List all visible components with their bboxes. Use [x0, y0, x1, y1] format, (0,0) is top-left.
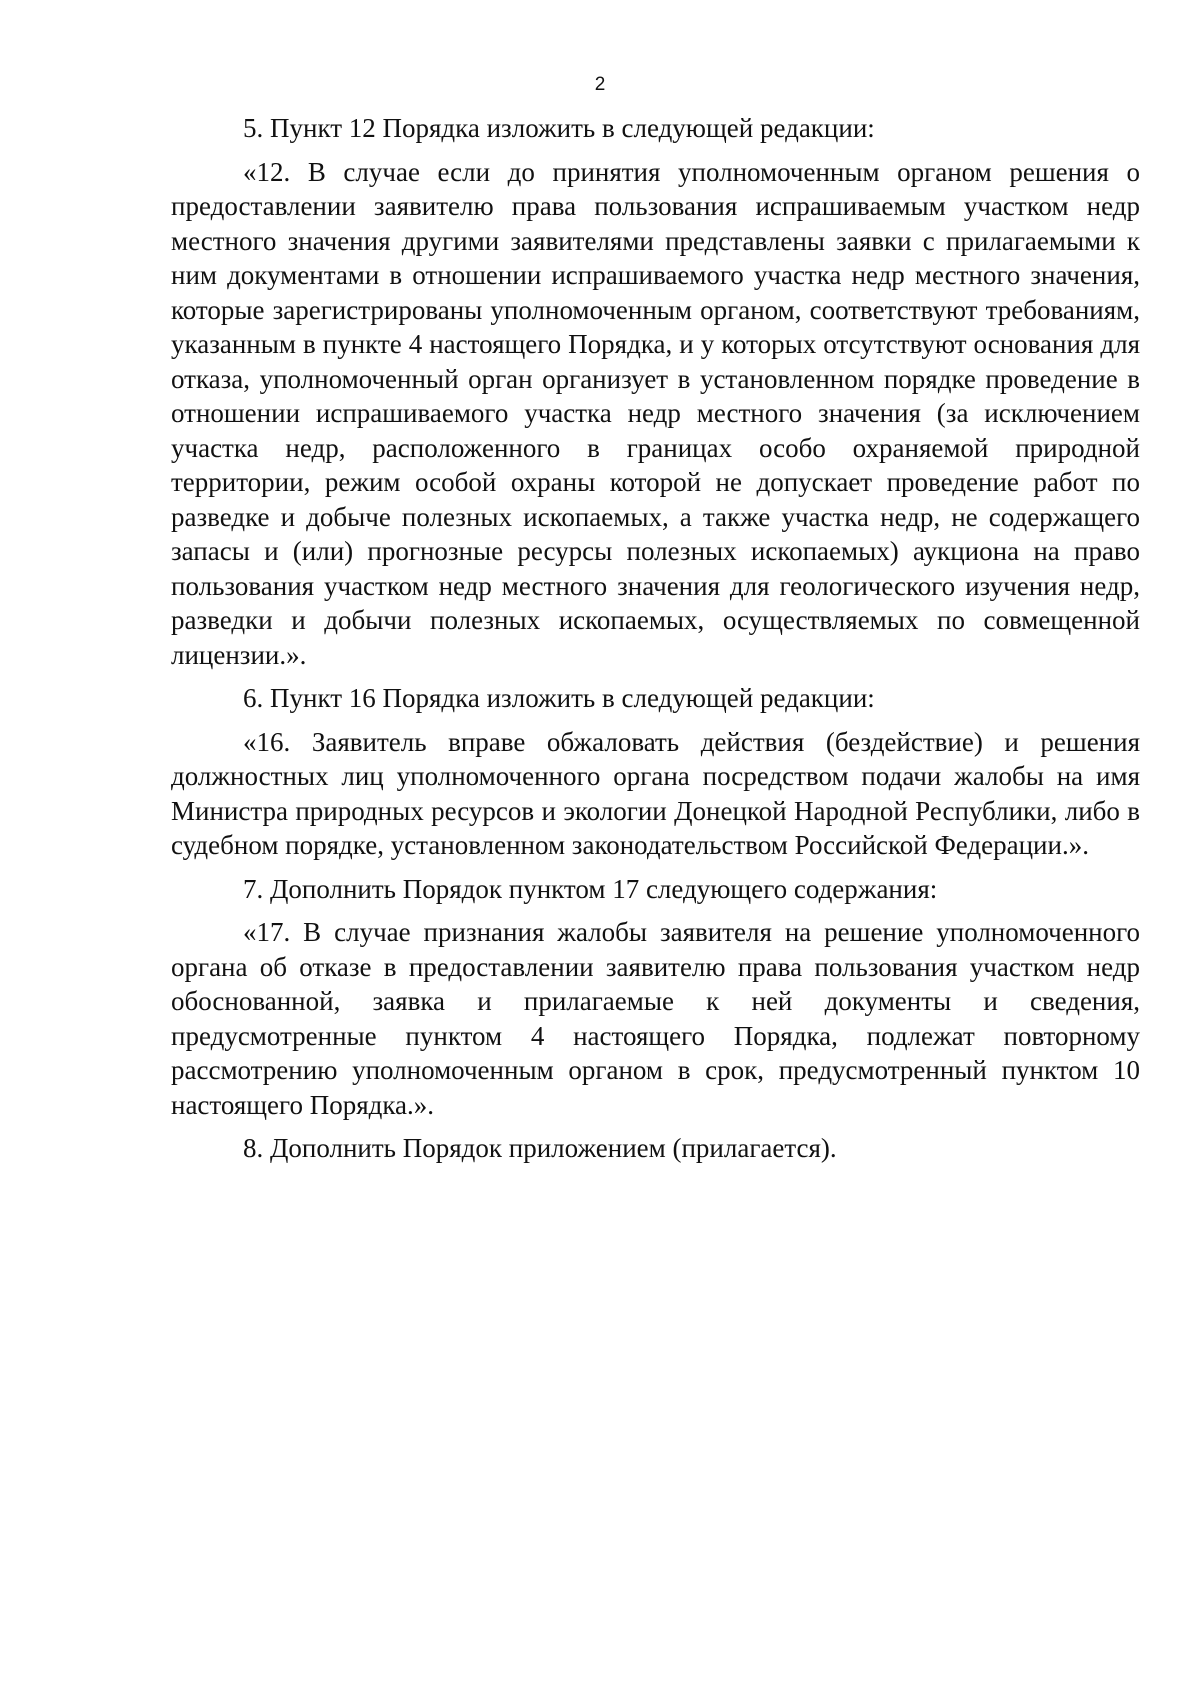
paragraph-item-8: 8. Дополнить Порядок приложением (прилагается).: [243, 1133, 837, 1163]
page-number: 2: [594, 74, 606, 95]
paragraph-clause-16: «16. Заявитель вправе обжаловать действия (бездействие) и решения должностных лиц уполномоченного органа посредством подачи жалобы на имя Министра природных ресурсов и экологии Донецкой Народной Республики, либо в судебном порядке, установленном законодательством Российской Федерации.».: [171, 726, 1140, 860]
paragraph-item-7: 7. Дополнить Порядок пунктом 17 следующего содержания:: [243, 873, 938, 904]
paragraph-item-5: 5. Пункт 12 Порядка изложить в следующей редакции:: [243, 113, 875, 143]
paragraph-item-6: 6. Пункт 16 Порядка изложить в следующей редакции:: [243, 683, 875, 713]
paragraph-clause-12: «12. В случае если до принятия уполномоченным органом решения о предоставлении заявителю права пользования испрашиваемым участком недр местного значения другими заявителями представлены заявки с прилагаемыми к ним документами в отношении испрашиваемого участка недр местного значения, которые зарегистрированы уполномоченным органом, соответствуют требованиям, указанным в пункте 4 настоящего Порядка, и у которых отсутствуют основания для отказа, уполномоченный орган организует в установленном порядке проведение в отношении испрашиваемого участка недр местного значения (за исключением участка недр, расположенного в границах особо охраняемой природной территории, режим особой охраны которой не допускает проведение работ по разведке и добыче полезных ископаемых, а также участка недр, не содержащего запасы и (или) прогнозные ресурсы полезных ископаемых) аукциона на право пользования участком недр местного значения для геологического изучения недр, разведки и добычи полезных ископаемых, осуществляемых по совмещенной лицензии.».: [171, 156, 1140, 670]
paragraph-clause-17: «17. В случае признания жалобы заявителя на решение уполномоченного органа об отказе в предоставлении заявителю права пользования участком недр обоснованной, заявка и прилагаемые к ней документы и сведения, предусмотренные пунктом 4 настоящего Порядка, подлежат повторному рассмотрению уполномоченным органом в срок, предусмотренный пунктом 10 настоящего Порядка.».: [171, 917, 1140, 1120]
document-body: [171, 111, 1140, 1166]
